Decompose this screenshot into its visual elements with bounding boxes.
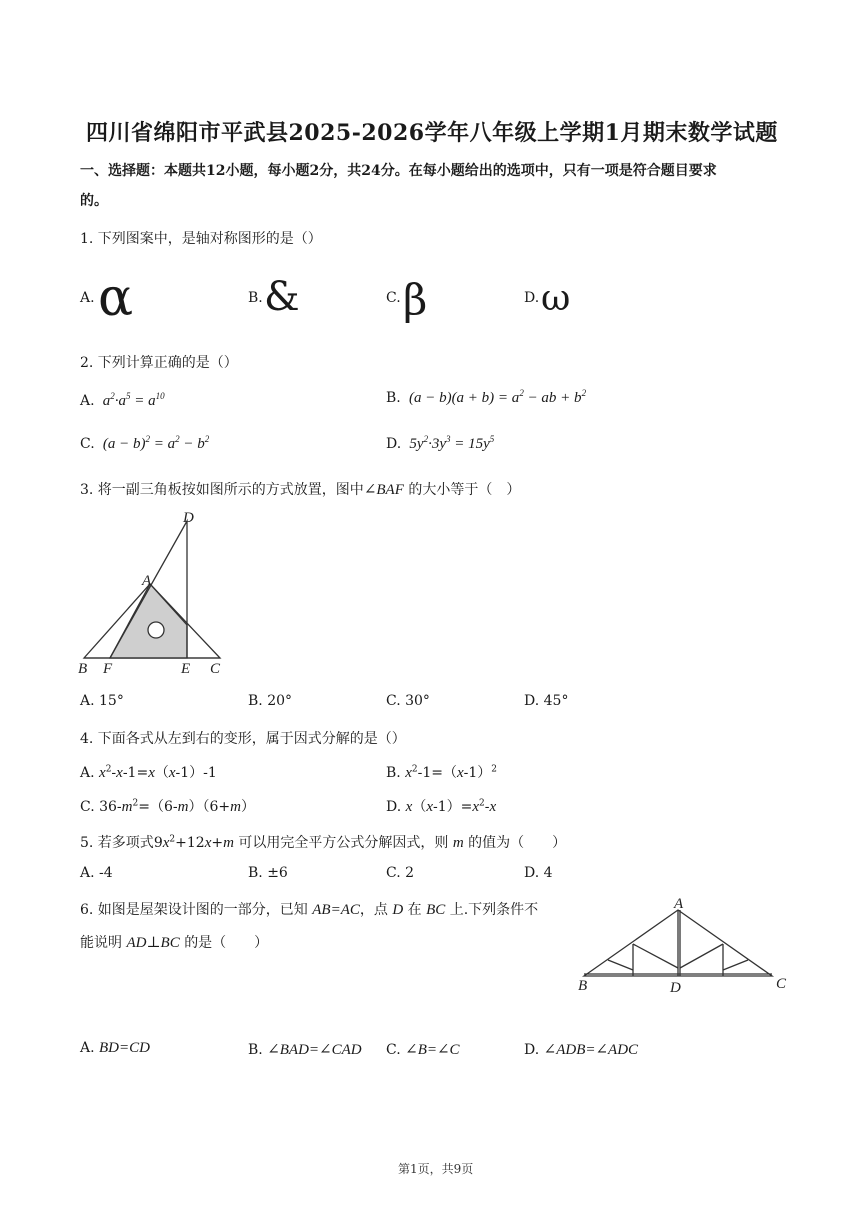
q1-option-b-symbol: & (264, 274, 300, 320)
label-d: D (670, 980, 681, 996)
q2-option-b: B. $(a - b)(a + b) = a^2$ − ab + $b^2$ (386, 388, 587, 406)
q6-option-b: B. ∠BAD=∠CAD (248, 1042, 362, 1058)
q2-option-a: A. $a^2\cdot a^5 = a^{10}$ (80, 391, 165, 409)
q3-option-c: C. 30° (386, 693, 430, 709)
q2-option-b-label: B. (386, 390, 401, 406)
q3-option-b: B. 20° (248, 693, 293, 709)
shaded-triangle-afe (110, 584, 187, 658)
q2-option-c-label: C. (80, 436, 95, 452)
q2-option-d-label: D. (386, 436, 402, 452)
q3-option-a: A. 15° (80, 693, 124, 709)
question-6-stem-line2: 能说明 AD⊥BC 的是（ ） (80, 935, 269, 951)
question-6-stem-line1: 6. 如图是屋架设计图的一部分，已知 AB=AC，点 D 在 BC 上.下列条件不 (80, 902, 539, 918)
q3-triangle-figure (72, 506, 242, 678)
q4-option-c: C. $36-m^2=(6-m)(6+m)$ (80, 798, 255, 815)
q2-option-d: D. $5y^2\cdot 3y^3 = 15y^5$ (386, 434, 495, 452)
q1-option-a-label: A. (80, 290, 95, 306)
q5-option-b: B. ±6 (248, 865, 288, 881)
label-f: F (103, 661, 113, 677)
question-1-stem: 1. 下列图案中，是轴对称图形的是（） (80, 231, 322, 247)
q1-option-c-symbol: β (403, 275, 428, 324)
question-4-stem: 4. 下面各式从左到右的变形，属于因式分解的是（） (80, 731, 406, 747)
q1-option-c-label: C. (386, 290, 401, 306)
label-e: E (181, 661, 191, 677)
q5-option-c: C. 2 (386, 865, 415, 881)
question-2-stem: 2. 下列计算正确的是（） (80, 355, 238, 371)
label-b: B (578, 978, 588, 994)
q6-option-c: C. ∠B=∠C (386, 1042, 460, 1058)
q3-option-d: D. 45° (524, 693, 569, 709)
q6-option-a: A. BD=CD (80, 1040, 150, 1056)
q2-option-c: C. $(a - b)^2 = a^2 - b^2$ (80, 434, 210, 452)
q6-option-d: D. ∠ADB=∠ADC (524, 1042, 639, 1058)
q1-option-d-label: D. (524, 290, 540, 306)
label-c: C (210, 661, 221, 677)
label-b: B (78, 661, 88, 677)
hole-circle (148, 622, 164, 638)
section-heading-line1: 一、选择题：本题共12小题，每小题2分，共24分。在每小题给出的选项中，只有一项是符合题目要求 (80, 163, 717, 179)
q1-option-a-symbol: α (98, 268, 134, 328)
q4-option-b: B. $x^2-1=(x-1)^2$ (386, 764, 498, 781)
section-heading-line2: 的。 (80, 193, 108, 209)
label-a: A (674, 896, 684, 912)
q5-option-a: A. -4 (80, 865, 113, 881)
q4-option-a: A. $x^2-x-1=x(x-1)-1$ (80, 764, 217, 781)
label-d: D (183, 510, 194, 526)
q1-option-d-symbol: ω (541, 278, 571, 319)
question-3-stem: 3. 将一副三角板按如图所示的方式放置，图中∠BAF 的大小等于（ ） (80, 482, 521, 498)
q2-option-a-label: A. (80, 393, 95, 409)
q6-roof-truss-figure (574, 894, 794, 998)
q1-option-b-label: B. (248, 290, 263, 306)
page-title: 四川省绵阳市平武县2025-2026学年八年级上学期1月期末数学试题 (86, 120, 778, 146)
label-c: C (776, 976, 787, 992)
label-a: A (142, 573, 152, 589)
q5-option-d: D. 4 (524, 865, 553, 881)
question-5-stem: 5. 若多项式$9x^2+12x+m$ 可以用完全平方公式分解因式，则 m 的值为（ ） (80, 834, 567, 851)
page-footer: 第1页，共9页 (398, 1162, 474, 1176)
q4-option-d: D. $x(x-1)=x^2-x$ (386, 798, 497, 815)
